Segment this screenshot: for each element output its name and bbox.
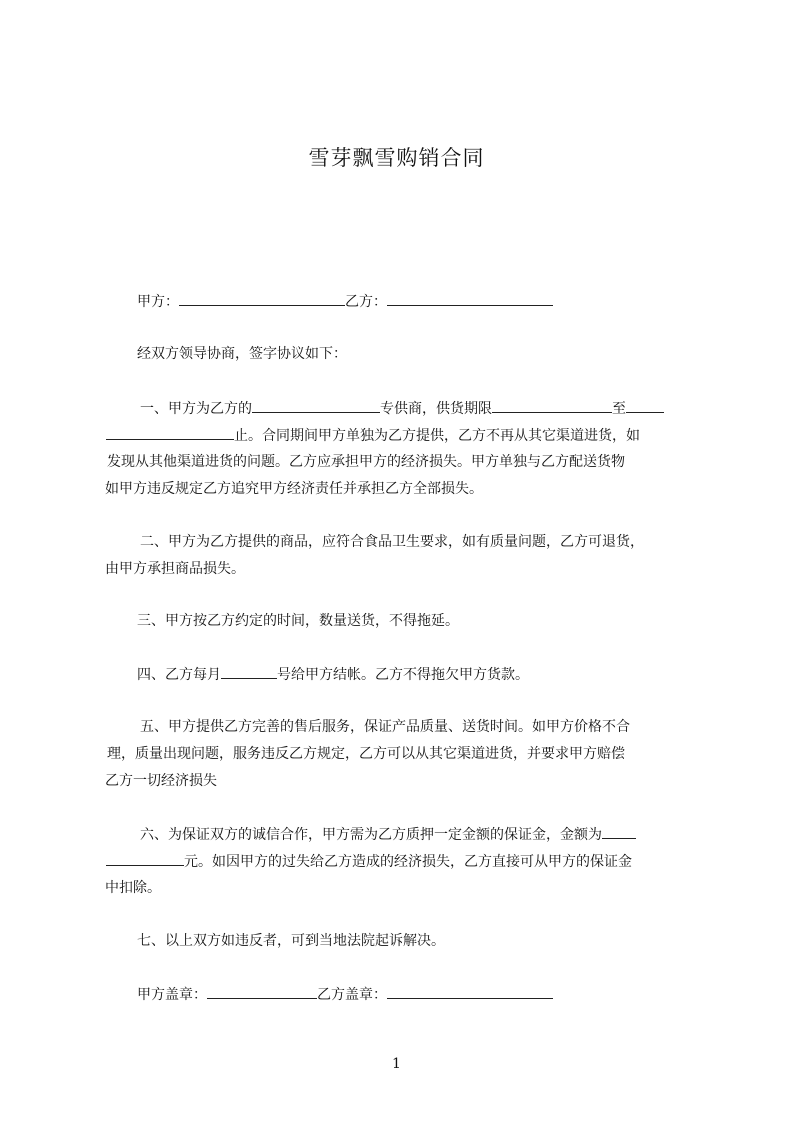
- clause-5-line-3: 乙方一切经济损失: [105, 773, 217, 789]
- clause-4-blank-day: [221, 664, 277, 679]
- clause-2-line-2: 由甲方承担商品损失。: [105, 561, 245, 577]
- clause-2-line-1: 二、甲方为乙方提供的商品，应符合食品卫生要求，如有质量问题，乙方可退货，: [140, 534, 644, 550]
- clause-7-text: 七、以上双方如违反者，可到当地法院起诉解决。: [137, 933, 445, 949]
- clause-1-blank-end-1: [626, 398, 664, 413]
- clause-1-text-b: 专供商，供货期限: [380, 401, 492, 417]
- clause-1-line-4: 如甲方违反规定乙方追究甲方经济责任并承担乙方全部损失。: [105, 481, 483, 497]
- intro-text: 经双方领导协商，签字协议如下：: [137, 346, 347, 362]
- party-a-label: 甲方：: [137, 294, 179, 310]
- clause-3-text: 三、甲方按乙方约定的时间，数量送货，不得拖延。: [137, 613, 459, 629]
- clause-1-text-d: 止。合同期间甲方单独为乙方提供，乙方不再从其它渠道进货，如: [234, 428, 640, 444]
- party-a-seal-label: 甲方盖章：: [137, 987, 207, 1003]
- clause-6-line-3: 中扣除。: [105, 880, 161, 896]
- page-number: 1: [392, 1056, 401, 1072]
- clause-6-line-1: [140, 824, 636, 845]
- clause-1-line-1: [140, 398, 664, 419]
- clause-6-blank-amount-2: [106, 851, 184, 866]
- party-b-seal-label: 乙方盖章：: [317, 987, 387, 1003]
- clause-6-blank-amount-1: [602, 824, 636, 839]
- party-b-seal-blank: [387, 984, 553, 999]
- clause-1-line-3: 发现从其他渠道进货的问题。乙方应承担甲方的经济损失。甲方单独与乙方配送货物: [107, 454, 625, 470]
- clause-1-blank-supplier: [252, 398, 380, 413]
- seals-line: [137, 984, 553, 1005]
- clause-6-text-a: 六、为保证双方的诚信合作，甲方需为乙方质押一定金额的保证金，金额为: [140, 827, 602, 843]
- clause-4-text-a: 四、乙方每月: [137, 667, 221, 683]
- party-b-label: 乙方：: [345, 294, 387, 310]
- clause-6-text-b: 元。如因甲方的过失给乙方造成的经济损失，乙方直接可从甲方的保证金: [184, 854, 632, 870]
- document-title: 雪芽飘雪购销合同: [308, 146, 485, 170]
- clause-1-text-a: 一、甲方为乙方的: [140, 401, 252, 417]
- clause-1-blank-start: [492, 398, 612, 413]
- clause-4-line: [137, 664, 529, 685]
- party-b-blank: [387, 291, 553, 306]
- clause-1-text-c: 至: [612, 401, 626, 417]
- clause-6-line-2: [106, 851, 632, 872]
- party-a-seal-blank: [207, 984, 317, 999]
- clause-1-blank-end-2: [106, 425, 234, 440]
- clause-4-text-b: 号给甲方结帐。乙方不得拖欠甲方货款。: [277, 667, 529, 683]
- clause-1-line-2: [106, 425, 640, 446]
- party-a-blank: [179, 291, 345, 306]
- parties-line: [137, 291, 553, 312]
- clause-5-line-2: 理，质量出现问题，服务违反乙方规定，乙方可以从其它渠道进货，并要求甲方赔偿: [107, 746, 625, 762]
- clause-5-line-1: 五、甲方提供乙方完善的售后服务，保证产品质量、送货时间。如甲方价格不合: [140, 719, 630, 735]
